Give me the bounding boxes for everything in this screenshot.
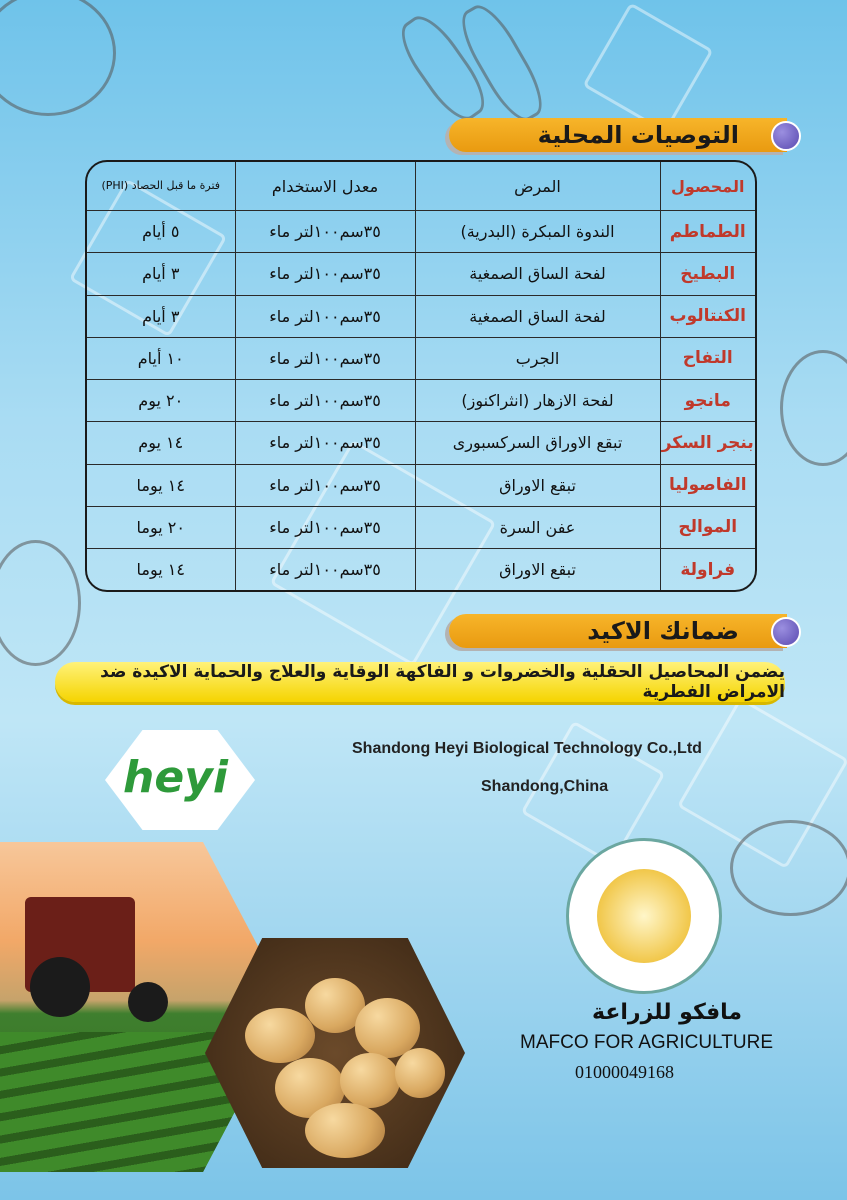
cell-phi: ١٤ يوما: [87, 549, 235, 590]
distributor-phone: 01000049168: [575, 1062, 674, 1082]
cell-rate: ٣٥سم١٠٠لتر ماء: [235, 549, 415, 590]
table-row: [87, 506, 755, 548]
tractor-wheel-icon: [128, 982, 168, 1022]
potato: [305, 1103, 385, 1158]
distributor-name-ar: مافكو للزراعة: [592, 1000, 743, 1025]
heyi-brand-text: heyi: [123, 752, 228, 803]
cell-disease: الندوة المبكرة (البدرية): [415, 211, 660, 253]
bullet-icon: [771, 617, 801, 647]
cell-crop: البطيخ: [660, 253, 755, 295]
guarantee-statement: يضمن المحاصيل الحقلية والخضروات و الفاكهة الوقاية والعلاج والحماية الاكيدة ضد الامراض الفطرية: [100, 662, 785, 702]
distributor-name-en: MAFCO FOR AGRICULTURE: [520, 1032, 773, 1053]
cell-disease: لفحة الازهار (انثراكنوز): [415, 380, 660, 422]
tractor-wheel-icon: [30, 957, 90, 1017]
cell-phi: ١٠ أيام: [87, 337, 235, 379]
cell-phi: ١٤ يوما: [87, 464, 235, 506]
decor-hexagon: [582, 2, 713, 133]
section-banner-guarantee: [449, 614, 787, 648]
cell-phi: ٢٠ يوم: [87, 380, 235, 422]
cell-disease: لفحة الساق الصمغية: [415, 253, 660, 295]
cell-crop: الطماطم: [660, 211, 755, 253]
cabbage-sketch-icon: [780, 350, 847, 466]
cell-crop: فراولة: [660, 549, 755, 590]
cell-phi: ٣ أيام: [87, 253, 235, 295]
table-row: [87, 295, 755, 337]
lettuce-sketch-icon: [730, 820, 847, 916]
table-header-row: [87, 162, 755, 211]
cell-phi: ١٤ يوم: [87, 422, 235, 464]
mafco-emblem-icon: [597, 869, 691, 963]
table-row: [87, 211, 755, 253]
cell-disease: تبقع الاوراق: [415, 464, 660, 506]
table-row: [87, 337, 755, 379]
cell-crop: مانجو: [660, 380, 755, 422]
table-row: [87, 464, 755, 506]
section-banner-recommendations: [449, 118, 787, 152]
cabbage-sketch-icon: [0, 0, 116, 116]
guarantee-statement-bar: [55, 662, 785, 702]
table-row: [87, 380, 755, 422]
onion-sketch-icon: [0, 540, 81, 666]
header-rate: معدل الاستخدام: [235, 162, 415, 211]
cell-rate: ٣٥سم١٠٠لتر ماء: [235, 253, 415, 295]
header-phi: فترة ما قبل الحصاد (PHI): [87, 162, 235, 211]
cell-rate: ٣٥سم١٠٠لتر ماء: [235, 422, 415, 464]
cell-crop: التفاح: [660, 337, 755, 379]
header-crop: المحصول: [660, 162, 755, 211]
cell-disease: عفن السرة: [415, 506, 660, 548]
potato: [245, 1008, 315, 1063]
cell-phi: ٥ أيام: [87, 211, 235, 253]
cell-rate: ٣٥سم١٠٠لتر ماء: [235, 211, 415, 253]
table-row: [87, 253, 755, 295]
section-title: ضمانك الاكيد: [587, 617, 739, 645]
cell-rate: ٣٥سم١٠٠لتر ماء: [235, 295, 415, 337]
cell-disease: لفحة الساق الصمغية: [415, 295, 660, 337]
table-row: [87, 422, 755, 464]
section-title: التوصيات المحلية: [537, 121, 739, 149]
cell-phi: ٣ أيام: [87, 295, 235, 337]
cell-phi: ٢٠ يوما: [87, 506, 235, 548]
recommendations-table: [85, 160, 757, 592]
potato: [340, 1053, 400, 1108]
company-location: Shandong,China: [481, 778, 609, 795]
mafco-logo: [566, 838, 722, 994]
cell-disease: الجرب: [415, 337, 660, 379]
cell-crop: الموالح: [660, 506, 755, 548]
cell-disease: تبقع الاوراق السركسبورى: [415, 422, 660, 464]
header-disease: المرض: [415, 162, 660, 211]
potato: [395, 1048, 445, 1098]
table-row: [87, 549, 755, 590]
cell-rate: ٣٥سم١٠٠لتر ماء: [235, 337, 415, 379]
bullet-icon: [771, 121, 801, 151]
cell-rate: ٣٥سم١٠٠لتر ماء: [235, 464, 415, 506]
cell-rate: ٣٥سم١٠٠لتر ماء: [235, 506, 415, 548]
heyi-logo: [95, 730, 265, 830]
cell-disease: تبقع الاوراق: [415, 549, 660, 590]
cell-crop: بنجر السكر: [660, 422, 755, 464]
company-name: Shandong Heyi Biological Technology Co.,Ltd: [352, 740, 702, 757]
cell-crop: الفاصوليا: [660, 464, 755, 506]
cell-crop: الكنتالوب: [660, 295, 755, 337]
cell-rate: ٣٥سم١٠٠لتر ماء: [235, 380, 415, 422]
